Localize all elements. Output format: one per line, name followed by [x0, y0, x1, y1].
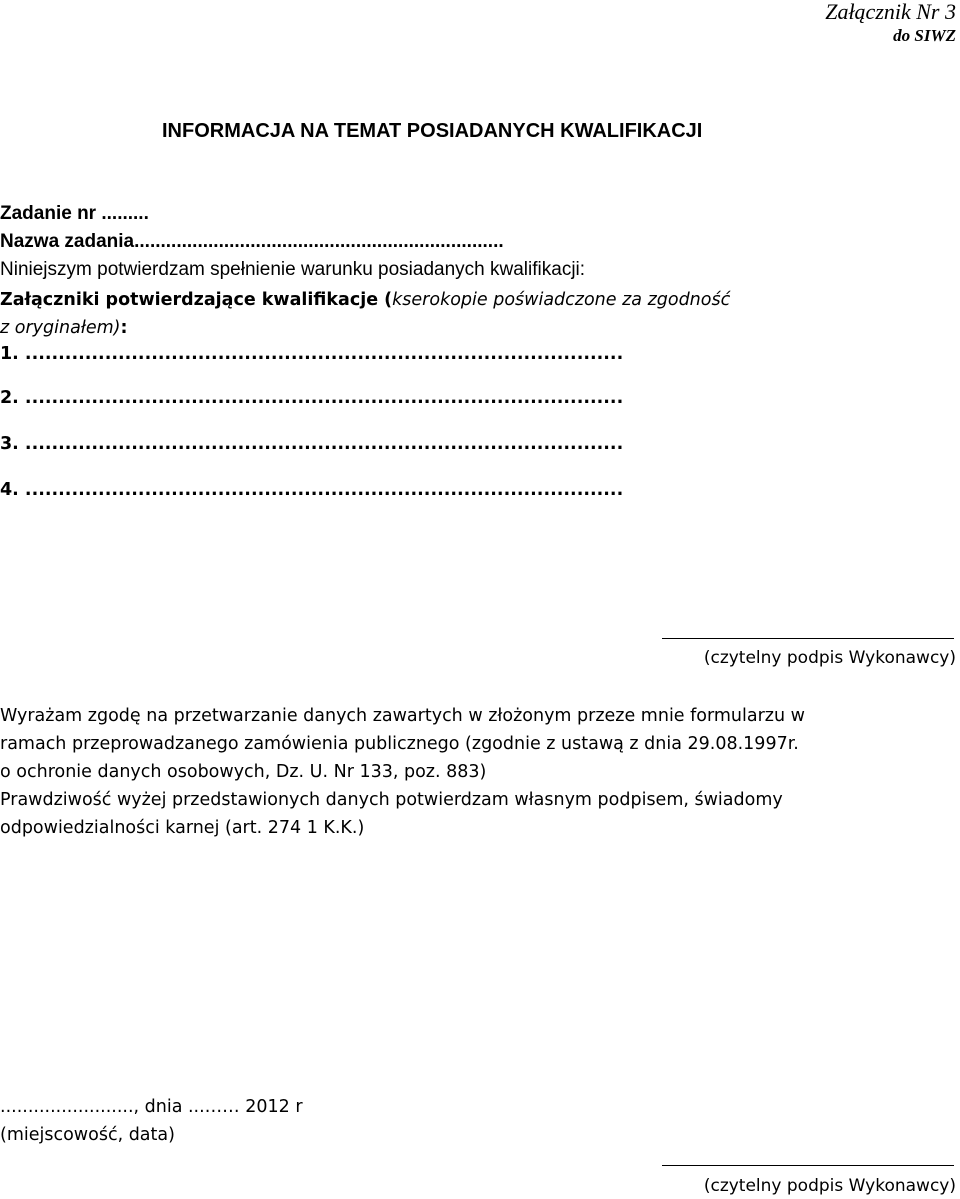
attachment-item-4: 4. .......................................................................................... [0, 480, 624, 500]
attachment-item-3: 3. .......................................................................................... [0, 434, 624, 454]
declaration-line-2: odpowiedzialności karnej (art. 274 1 K.K.) [0, 818, 365, 838]
attachments-label-italic-2: z oryginałem) [0, 318, 121, 338]
consent-line-2: ramach przeprowadzanego zamówienia publicznego (zgodnie z ustawą z dnia 29.08.1997r. [0, 734, 799, 754]
attachment-item-2: 2. .......................................................................................... [0, 388, 624, 408]
signature-caption: (czytelny podpis Wykonawcy) [703, 648, 956, 668]
task-number: Zadanie nr ......... [0, 203, 149, 224]
signature-line-final [662, 1165, 954, 1166]
signature-line [662, 638, 954, 639]
qualification-confirmation: Niniejszym potwierdzam spełnienie warunku posiadanych kwalifikacji: [0, 259, 586, 280]
consent-line-3: o ochronie danych osobowych, Dz. U. Nr 133, poz. 883) [0, 762, 487, 782]
consent-line-1: Wyrażam zgodę na przetwarzanie danych zawartych w złożonym przeze mnie formularzu w [0, 706, 805, 726]
annex-reference: do SIWZ [893, 26, 956, 45]
attachments-label-colon: : [120, 318, 128, 338]
attachments-label [0, 289, 730, 311]
place-date-field: ........................, dnia ...…… 2012 r [0, 1097, 303, 1117]
attachment-item-1: 1. .......................................................................................... [0, 344, 624, 364]
signature-caption-final: (czytelny podpis Wykonawcy) [703, 1176, 956, 1196]
declaration-line-1: Prawdziwość wyżej przedstawionych danych potwierdzam własnym podpisem, świadomy [0, 790, 783, 810]
page-title: INFORMACJA NA TEMAT POSIADANYCH KWALIFIKACJI [162, 120, 703, 142]
task-name: Nazwa zadania...................................................................... [0, 231, 504, 252]
attachments-label-italic: kserokopie poświadczone za zgodność [392, 290, 731, 310]
annex-number: Załącznik Nr 3 [825, 0, 956, 24]
place-date-caption: (miejscowość, data) [0, 1125, 175, 1145]
attachments-label-bold: Załączniki potwierdzające kwalifikacje ( [0, 290, 393, 310]
attachments-label-continued [0, 317, 127, 339]
